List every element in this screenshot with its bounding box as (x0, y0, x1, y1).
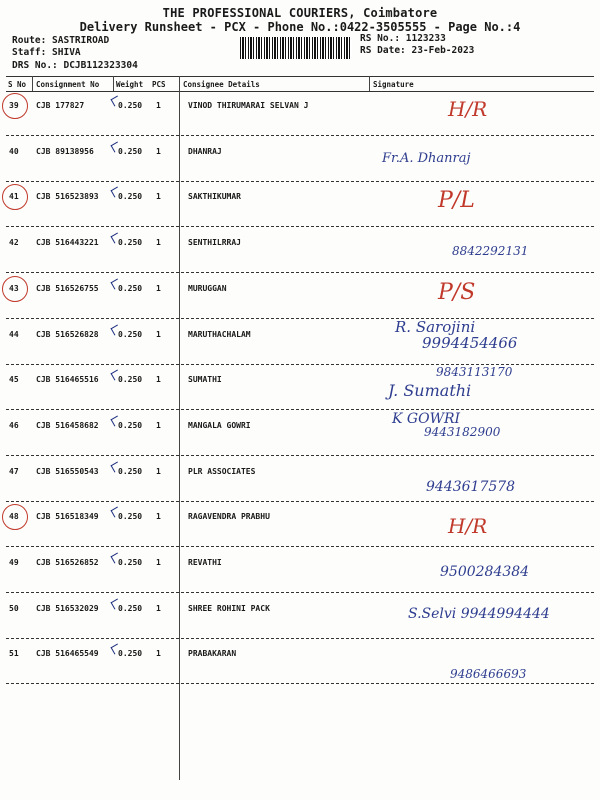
handwritten-signature: S.Selvi 9944994444 (408, 605, 550, 622)
weight-value: 0.250 (118, 558, 143, 567)
handwritten-signature: 9994454466 (422, 333, 518, 352)
consignee-name: SUMATHI (188, 375, 222, 385)
serial-number: 51 (9, 649, 19, 659)
pieces-count: 1 (156, 283, 161, 293)
consignment-number: CJB 516458682 (36, 420, 99, 430)
serial-number: 39 (9, 101, 19, 110)
consignment-number: CJB 516518349 (36, 512, 99, 522)
col-divider (369, 76, 370, 91)
handwritten-signature: 9500284384 (440, 564, 530, 580)
drs-number: DRS No.: DCJB112323304 (12, 60, 138, 71)
serial-number: 41 (9, 192, 19, 202)
route-label: Route: SASTRIROAD (12, 35, 110, 46)
weight-value: 0.250 (118, 649, 143, 659)
consignee-name: MARUTHACHALAM (188, 329, 251, 339)
circle-mark-icon (2, 184, 28, 210)
serial-number: 47 (9, 466, 19, 476)
circle-mark-icon (2, 276, 28, 302)
consignment-number: CJB 516443221 (36, 238, 99, 248)
runsheet-subtitle: Delivery Runsheet - PCX - Phone No.:0422-3505555 - Page No.:4 (79, 20, 521, 34)
pieces-count: 1 (156, 375, 161, 385)
handwritten-signature: P/L (438, 188, 475, 214)
circle-mark-icon (2, 504, 28, 530)
consignment-number: CJB 516465516 (36, 375, 99, 385)
row-separator (6, 546, 594, 547)
weight-value: 0.250 (118, 512, 143, 522)
table-row (0, 410, 600, 467)
consignment-number: CJB 89138956 (36, 146, 94, 156)
handwritten-signature: Fr.A. Dhanraj (382, 150, 471, 166)
weight-value: 0.250 (118, 603, 143, 613)
col-header-consignment: Consignment No (36, 80, 100, 89)
table-row (0, 365, 600, 421)
row-separator (6, 181, 594, 182)
serial-number: 45 (9, 375, 19, 385)
row-separator (6, 501, 594, 502)
serial-number: 42 (9, 238, 19, 248)
col-header-consignee: Consignee Details (183, 80, 260, 89)
weight-value: 0.250 (118, 192, 143, 202)
serial-number: 50 (9, 603, 19, 613)
col-header-sno: S No (8, 80, 27, 89)
consignment-number: CJB 516465549 (36, 649, 99, 659)
pieces-count: 1 (156, 329, 161, 339)
weight-value: 0.250 (118, 146, 143, 156)
staff-label: Staff: SHIVA (12, 47, 81, 58)
consignment-number: CJB 516550543 (36, 466, 99, 476)
weight-value: 0.250 (118, 420, 143, 430)
pieces-count: 1 (156, 420, 161, 430)
handwritten-signature: K GOWRI (392, 410, 461, 427)
consignment-number: CJB 516526852 (36, 558, 99, 567)
col-header-weight: Weight (116, 80, 144, 89)
consignee-name: PLR ASSOCIATES (188, 466, 256, 476)
pieces-count: 1 (156, 603, 161, 613)
serial-number: 43 (9, 283, 19, 293)
rs-date: RS Date: 23-Feb-2023 (360, 45, 475, 56)
consignee-name: RAGAVENDRA PRABHU (188, 512, 270, 522)
row-separator (6, 226, 594, 227)
col-divider (113, 76, 114, 91)
handwritten-signature: 9443182900 (424, 424, 501, 439)
table-row (0, 512, 600, 558)
row-separator (6, 638, 594, 639)
handwritten-signature: H/R (448, 97, 488, 121)
row-separator (6, 272, 594, 273)
barcode-image (240, 37, 352, 59)
handwritten-signature: P/S (438, 279, 476, 305)
table-row (0, 97, 600, 147)
row-separator (6, 683, 594, 684)
handwritten-signature: H/R (448, 514, 488, 539)
table-row (0, 147, 600, 193)
handwritten-signature: 8842292131 (452, 244, 529, 259)
row-separator (6, 135, 594, 136)
pieces-count: 1 (156, 558, 161, 567)
weight-value: 0.250 (118, 329, 143, 339)
consignment-number: CJB 516526828 (36, 329, 99, 339)
company-title: THE PROFESSIONAL COURIERS, Coimbatore (162, 6, 438, 20)
table-row (0, 188, 600, 238)
consignee-name: VINOD THIRUMARAI SELVAN J (188, 101, 309, 110)
handwritten-signature: 9486466693 (450, 667, 527, 682)
serial-number: 49 (9, 558, 19, 567)
table-row (0, 467, 600, 513)
circle-mark-icon (2, 93, 28, 119)
header-top-rule (6, 76, 594, 77)
consignee-name: MANGALA GOWRI (188, 420, 251, 430)
consignee-name: PRABAKARAN (188, 649, 237, 659)
row-separator (6, 592, 594, 593)
pieces-count: 1 (156, 512, 161, 522)
serial-number: 46 (9, 420, 19, 430)
table-row (0, 649, 600, 695)
weight-value: 0.250 (118, 101, 143, 110)
consignee-name: SAKTHIKUMAR (188, 192, 241, 202)
pieces-count: 1 (156, 192, 161, 202)
table-row (0, 279, 600, 330)
col-divider (32, 76, 33, 91)
rs-number: RS No.: 1123233 (360, 33, 446, 44)
consignee-name: MURUGGAN (188, 283, 227, 293)
weight-value: 0.250 (118, 375, 143, 385)
weight-value: 0.250 (118, 466, 143, 476)
consignment-number: CJB 516526755 (36, 283, 99, 293)
handwritten-signature: 9843113170 (436, 365, 513, 380)
consignee-name: SENTHILRRAJ (188, 238, 241, 248)
pieces-count: 1 (156, 101, 161, 110)
serial-number: 48 (9, 512, 19, 522)
handwritten-signature: R. Sarojini (395, 317, 476, 336)
consignment-number: CJB 177827 (36, 101, 85, 110)
row-separator (6, 409, 594, 410)
handwritten-signature: 9443617578 (426, 478, 516, 495)
handwritten-signature: J. Sumathi (388, 381, 472, 401)
consignment-number: CJB 516523893 (36, 192, 99, 202)
pieces-count: 1 (156, 238, 161, 248)
row-separator (6, 455, 594, 456)
serial-number: 40 (9, 146, 19, 156)
table-row (0, 558, 600, 604)
weight-value: 0.250 (118, 283, 143, 293)
header-bottom-rule (6, 91, 594, 92)
consignment-number: CJB 516532029 (36, 603, 99, 613)
weight-value: 0.250 (118, 238, 143, 248)
serial-number: 44 (9, 329, 19, 339)
col-header-signature: Signature (373, 80, 414, 89)
consignee-name: SHREE ROHINI PACK (188, 603, 270, 613)
pieces-count: 1 (156, 146, 161, 156)
consignee-name: DHANRAJ (188, 146, 222, 156)
row-separator (6, 318, 594, 319)
pieces-count: 1 (156, 466, 161, 476)
table-row (0, 238, 600, 284)
col-header-pcs: PCS (152, 80, 166, 89)
table-row (0, 604, 600, 650)
pieces-count: 1 (156, 649, 161, 659)
consignee-name: REVATHI (188, 558, 222, 567)
